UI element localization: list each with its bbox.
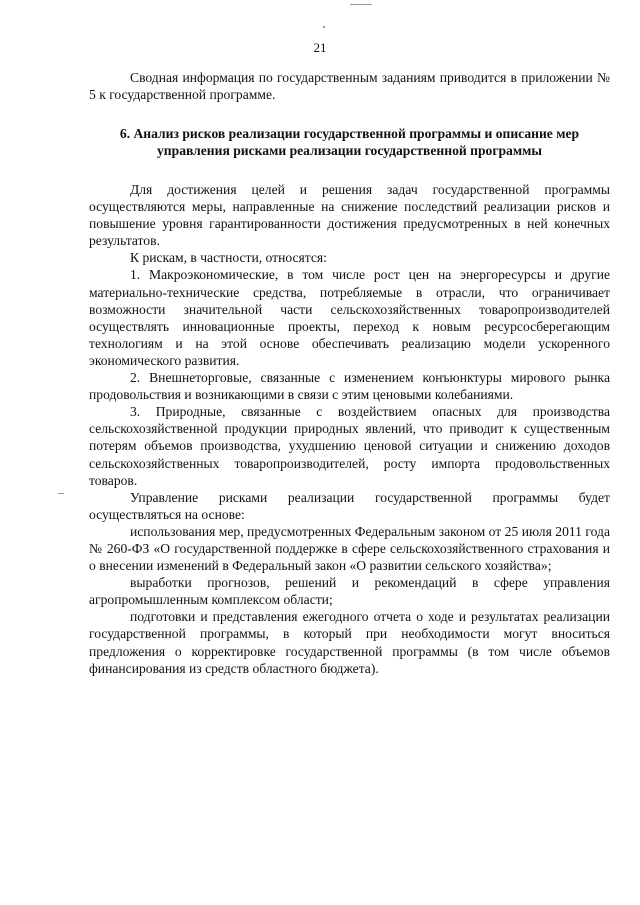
paragraph: 3. Природные, связанные с воздействием опасных для производства сельскохозяйственной продукции природных явлений, что приводит к существенным потерям объемов производства, ухудшению ценовой ситуации и снижению доходов сельскохозяйственных товаропроизводителей, росту импорта продовольственных товаров. — [89, 404, 610, 488]
margin-mark-left — [58, 493, 64, 494]
paragraph: 2. Внешнеторговые, связанные с изменением конъюнктуры мирового рынка продовольствия и возникающими в связи с этим ценовыми колебаниями. — [89, 370, 610, 403]
intro-text — [89, 69, 610, 103]
paragraph: Управление рисками реализации государственной программы будет осуществляться на основе: — [89, 489, 610, 522]
paragraph: 1. Макроэкономические, в том числе рост цен на энергоресурсы и другие материально-технические средства, потребляемые в отрасли, что ограничивает возможности значительной части сельскохозяйственных товаропроизводителей осуществлять инновационные проекты, переход к новым ресурсосберегающим технологиям и на этой основе обеспечивать реализацию модели ускоренного экономического развития. — [89, 267, 610, 368]
section-heading — [89, 125, 610, 159]
intro-paragraph: Сводная информация по государственным заданиям приводится в приложении № 5 к государственной программе. — [89, 70, 610, 103]
paragraph: использования мер, предусмотренных Федеральным законом от 25 июля 2011 года № 260-ФЗ «О государственной поддержке в сфере сельскохозяйственного страхования и о внесении изменений в Федеральный закон «О развитии сельского хозяйства»; — [89, 523, 610, 574]
paragraph: выработки прогнозов, решений и рекомендаций в сфере управления агропромышленным комплексом области; — [89, 575, 610, 608]
heading-line-1: 6. Анализ рисков реализации государственной программы и описание мер — [119, 126, 580, 141]
paragraph: Для достижения целей и решения задач государственной программы осуществляются меры, направленные на снижение последствий реализации рисков и повышение уровня гарантированности достижения предусмотренных в ней конечных результатов. — [89, 182, 610, 249]
paragraph: К рискам, в частности, относятся: — [130, 250, 327, 266]
scan-mark-small — [323, 26, 325, 28]
scan-mark-top — [350, 4, 372, 5]
section-body — [89, 181, 610, 677]
paragraph: подготовки и представления ежегодного отчета о ходе и результатах реализации государственной программы, в который при необходимости могут вноситься предложения о корректировке государственной программы (в том числе объемов финансирования из средств областного бюджета). — [89, 609, 610, 676]
page-number: 21 — [313, 40, 327, 55]
heading-line-2: управления рисками реализации государственной программы — [157, 143, 542, 159]
